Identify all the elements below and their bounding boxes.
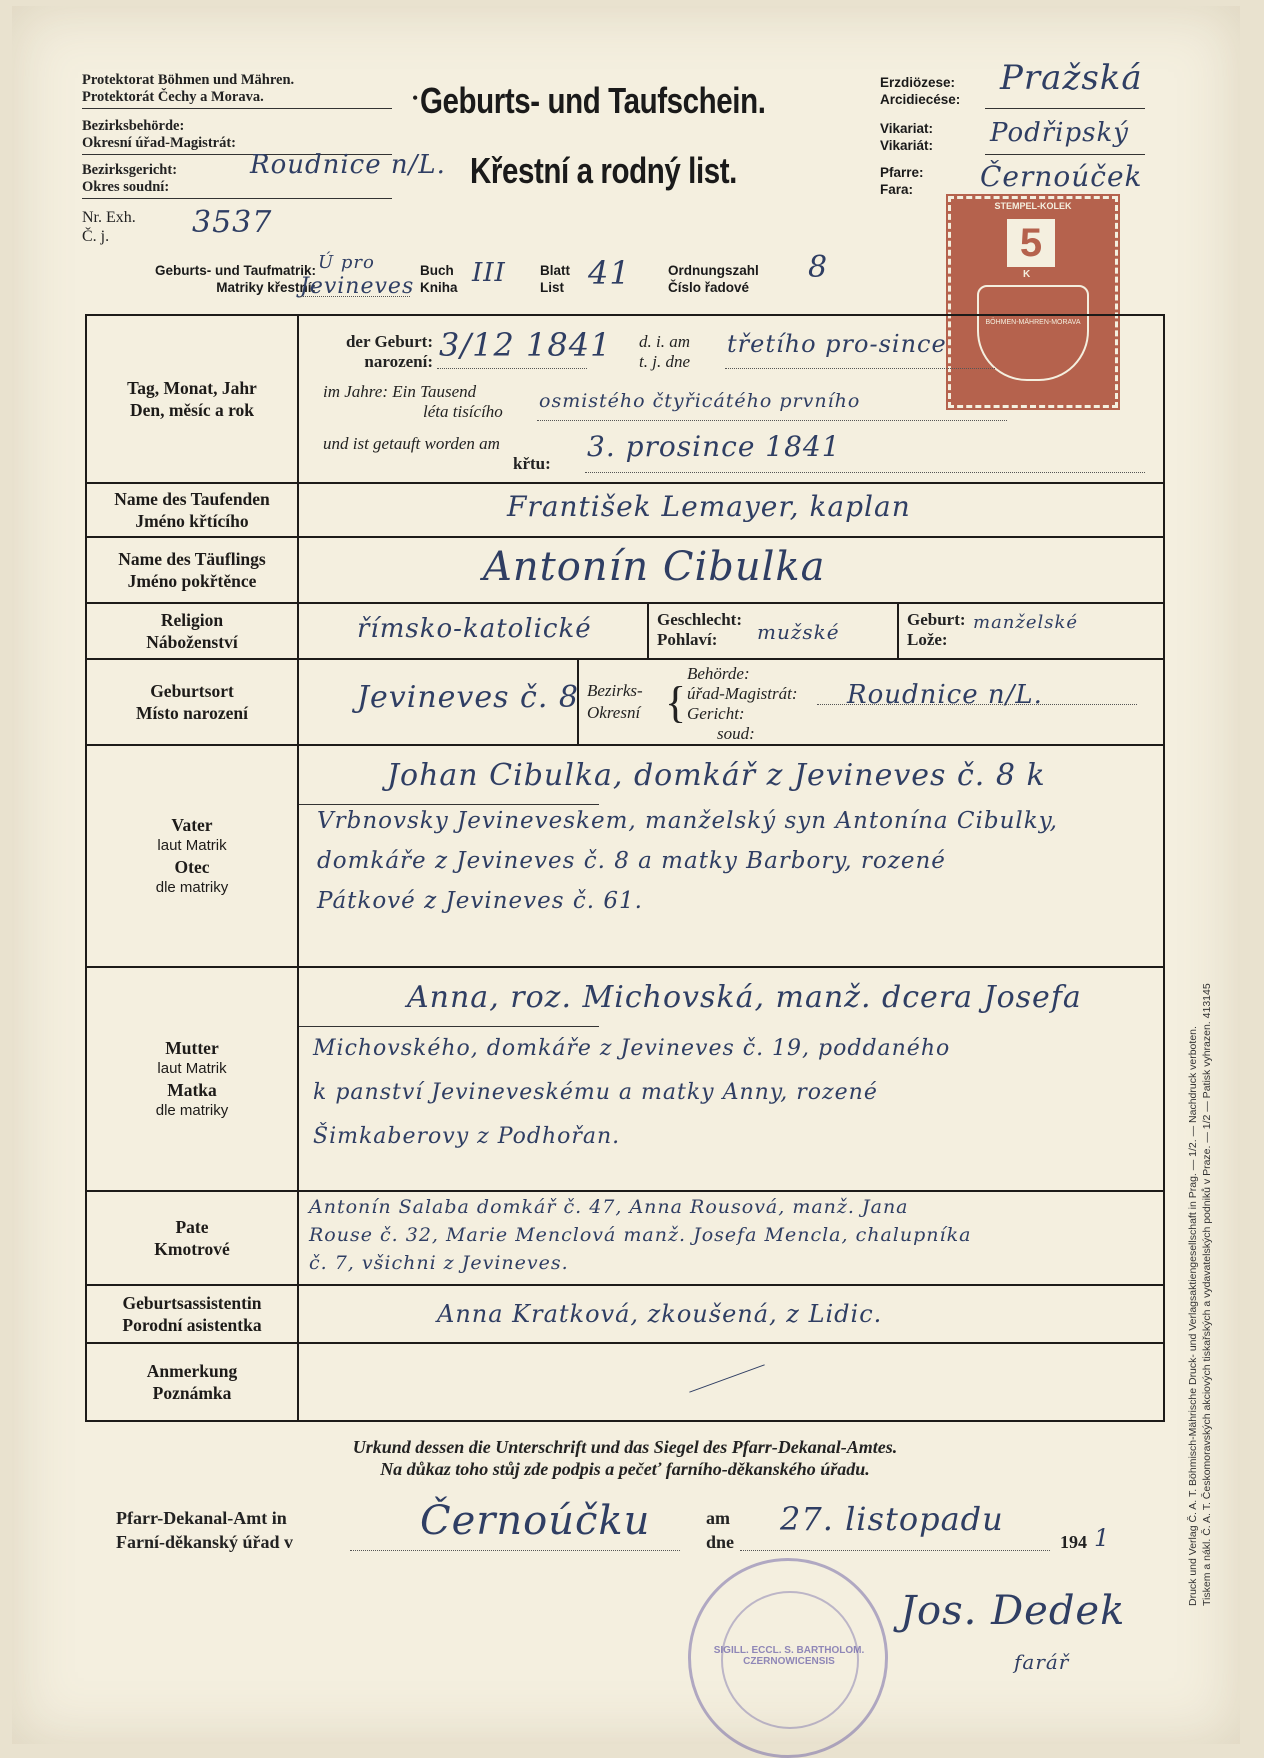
- book-value: III: [472, 258, 506, 288]
- religion-value: římsko-katolické: [357, 614, 592, 644]
- side-print-line1: Druck und Verlag Č. A. T. Böhmisch-Mährische Druck- und Verlagsaktiengesellschaft in Prag. — 1/2. — Nachdruck verboten.: [1187, 1026, 1199, 1606]
- nr-exh-de: Nr. Exh.: [82, 209, 136, 226]
- row-date: [87, 316, 1163, 484]
- footer-year-prefix: 194: [1060, 1532, 1087, 1552]
- protectorate-cz: Protektorát Čechy a Morava.: [82, 89, 264, 105]
- matrika-value: Jevineves: [300, 274, 415, 299]
- matrika-label: [106, 262, 316, 296]
- godparents-label-cz: Kmotrové: [154, 1239, 230, 1259]
- sex-value: mužské: [757, 620, 840, 644]
- nr-exh-value: 3537: [192, 205, 273, 240]
- mother-sub-de: laut Matrik: [157, 1060, 227, 1077]
- sex-de: Geschlecht:: [657, 610, 742, 629]
- attest-de: Urkund dessen die Unterschrift und das Siegel des Pfarr-Dekanal-Amtes.: [352, 1437, 898, 1457]
- mother-label-de: Mutter: [165, 1038, 219, 1058]
- bed-cz: Lože:: [907, 630, 948, 649]
- title-cz: Křestní a rodný list.: [470, 150, 737, 191]
- die-value: třetího pro-since: [727, 330, 947, 358]
- header-left: [82, 72, 294, 106]
- rule: [985, 154, 1145, 155]
- footer-date-value: 27. listopadu: [780, 1500, 1004, 1538]
- godparents-line-1: Antonín Salaba domkář č. 47, Anna Rousová, manž. Jana: [309, 1196, 909, 1218]
- matrika-value-top: Ú pro: [318, 252, 375, 273]
- birth-label: [323, 332, 433, 372]
- remark-label-cz: Poznámka: [152, 1383, 232, 1403]
- order-de: Ordnungszahl: [668, 263, 759, 278]
- father-line-1: Johan Cibulka, domkář z Jevineves č. 8 k: [387, 758, 1046, 793]
- year-value: osmistého čtyřicátého prvního: [539, 390, 861, 412]
- row-midwife: [87, 1286, 1163, 1344]
- footer-am-de: am: [706, 1508, 730, 1528]
- rule: [537, 420, 1007, 421]
- birth-de: der Geburt:: [345, 332, 433, 351]
- district-court-value: Roudnice n/L.: [250, 150, 446, 180]
- protectorate-de: Protektorat Böhmen und Mähren.: [82, 72, 295, 88]
- title-mark: •: [412, 88, 419, 108]
- sheet-cz: List: [540, 280, 565, 295]
- book-de: Buch: [420, 263, 454, 278]
- row-godparents: [87, 1192, 1163, 1286]
- parish-de: Pfarre:: [880, 165, 924, 180]
- district-cz: Okresní: [587, 703, 641, 722]
- footer-office-label: [116, 1506, 293, 1554]
- mother-sub-cz: dle matriky: [155, 1102, 229, 1119]
- nr-exh-cz: Č. j.: [82, 228, 110, 245]
- parish-value: Černoúček: [980, 160, 1143, 193]
- year-label: [323, 382, 503, 422]
- district-office-label: [82, 118, 236, 152]
- bed-value: manželské: [973, 612, 1079, 633]
- tax-stamp-value: 5: [1007, 219, 1055, 267]
- baptized-value: 3. prosince 1841: [587, 430, 841, 463]
- row-mother-label: [87, 968, 299, 1190]
- book-cz: Kniha: [420, 280, 458, 295]
- mother-line-4: Šimkaberovy z Podhořan.: [313, 1124, 621, 1149]
- side-print-line2: Tiskem a nákl. Č. A. T. Českomoravských akciových tiskařských a vydavatelských podniků v Praze. — 1/2 — Patisk vyhrazen. 413145: [1201, 983, 1213, 1606]
- matrika-cz: Matriky křestní:: [216, 280, 316, 295]
- sheet-de: Blatt: [540, 263, 570, 278]
- mother-line-3: k panství Jevineveskému a matky Anny, rozené: [313, 1080, 878, 1105]
- sheet-value: 41: [588, 254, 631, 292]
- rule: [82, 108, 392, 109]
- district-court-label: [82, 162, 177, 196]
- court-cz: soud:: [717, 724, 755, 743]
- archdiocese-value: Pražská: [1000, 58, 1143, 98]
- baptized-name-label-cz: Jméno pokřtěnce: [127, 571, 257, 591]
- bed-de: Geburt:: [907, 610, 966, 629]
- footer-place-value: Černoúčku: [420, 1498, 651, 1544]
- row-baptizer-label: [87, 484, 299, 536]
- row-baptizer: [87, 484, 1163, 538]
- birth-cz: narození:: [364, 352, 433, 371]
- district-office-de: Bezirksbehörde:: [82, 118, 185, 134]
- rule: [725, 368, 995, 369]
- godparents-label-de: Pate: [175, 1217, 209, 1237]
- godparents-line-3: č. 7, všichni z Jevineves.: [309, 1252, 569, 1274]
- rule: [82, 198, 392, 199]
- row-birthplace: [87, 660, 1163, 746]
- book-label: [420, 262, 458, 296]
- year-cz: léta tisícího: [423, 402, 503, 421]
- birthplace-label-cz: Místo narození: [136, 703, 248, 723]
- order-cz: Číslo řadové: [668, 280, 750, 295]
- vicariate-cz: Vikariát:: [880, 138, 934, 153]
- matrika-de: Geburts- und Taufmatrik:: [154, 263, 316, 278]
- bed-label: [907, 610, 966, 650]
- sheet-label: [540, 262, 570, 296]
- remark-dash: [689, 1364, 765, 1392]
- archdiocese-label: [880, 74, 960, 108]
- religion-label-de: Religion: [160, 610, 224, 630]
- mother-line-1: Anna, roz. Michovská, manž. dcera Josefa: [407, 980, 1082, 1015]
- tax-stamp-side: BÖHMEN-MÄHREN-MORAVA: [985, 319, 1081, 326]
- remark-label-de: Anmerkung: [146, 1361, 238, 1381]
- row-remark: [87, 1344, 1163, 1420]
- baptizer-label-de: Name des Taufenden: [114, 489, 270, 509]
- father-label-de: Vater: [171, 815, 213, 835]
- row-baptized-label: [87, 538, 299, 602]
- record-table: [85, 314, 1165, 1422]
- archdiocese-cz: Arcidiecése:: [880, 92, 961, 107]
- row-godparents-label: [87, 1192, 299, 1284]
- row-father: [87, 746, 1163, 968]
- birthplace-district-label: [587, 680, 643, 724]
- father-line-3: domkáře z Jevineves č. 8 a matky Barbory, rozené: [317, 848, 946, 874]
- midwife-value: Anna Kratková, zkoušená, z Lidic.: [437, 1300, 883, 1328]
- die-de: d. i. am: [639, 332, 690, 351]
- footer-office-cz: Farní-děkanský úřad v: [116, 1532, 294, 1552]
- baptized-name-label-de: Name des Täuflings: [118, 549, 266, 569]
- row-birthplace-label: [87, 660, 299, 744]
- rule: [585, 472, 1145, 473]
- attest-cz: Na důkaz toho stůj zde podpis a pečeť farního-děkanského úřadu.: [380, 1459, 870, 1479]
- date-label-cz: Den, měsíc a rok: [129, 400, 255, 420]
- row-midwife-label: [87, 1286, 299, 1342]
- baptizer-value: František Lemayer, kaplan: [507, 490, 911, 523]
- court-de: Gericht:: [687, 704, 745, 723]
- rule: [300, 296, 410, 297]
- father-sub-cz: dle matriky: [155, 879, 229, 896]
- rule: [740, 1550, 1050, 1551]
- die-label: [639, 332, 690, 372]
- midwife-label-de: Geburtsassistentin: [122, 1293, 262, 1313]
- baptized-label: [323, 434, 551, 474]
- nr-exh-label: [82, 208, 136, 246]
- birthplace-label-de: Geburtsort: [150, 681, 234, 701]
- rule: [350, 1550, 680, 1551]
- side-print: [1186, 486, 1214, 1606]
- baptized-de: und ist getauft worden am: [323, 434, 500, 453]
- year-de: im Jahre: Ein Tausend: [323, 382, 477, 401]
- order-label: [668, 262, 759, 296]
- signature-title: farář: [1014, 1650, 1070, 1674]
- district-office-cz: Okresní úřad-Magistrát:: [82, 135, 236, 151]
- district-de: Bezirks-: [587, 681, 643, 700]
- mother-label-cz: Matka: [167, 1080, 217, 1100]
- order-value: 8: [808, 250, 829, 285]
- rule: [437, 368, 587, 369]
- midwife-label-cz: Porodní asistentka: [122, 1315, 262, 1335]
- birth-value: 3/12 1841: [439, 326, 612, 364]
- vicariate-label: [880, 120, 933, 154]
- date-label-de: Tag, Monat, Jahr: [127, 378, 257, 398]
- attestation: [85, 1436, 1165, 1480]
- district-court-cz: Okres soudní:: [82, 179, 170, 195]
- row-baptized: [87, 538, 1163, 604]
- parish-cz: Fara:: [880, 182, 914, 197]
- vicariate-de: Vikariat:: [880, 121, 934, 136]
- office-cz: úřad-Magistrát:: [687, 684, 798, 703]
- row-religion: [87, 604, 1163, 660]
- baptizer-label-cz: Jméno křtícího: [135, 511, 249, 531]
- father-line-4: Pátkové z Jevineves č. 61.: [317, 888, 643, 914]
- divider: [577, 660, 579, 744]
- parish-seal: [688, 1558, 888, 1758]
- vicariate-value: Podřipský: [990, 118, 1129, 148]
- row-religion-label: [87, 604, 299, 658]
- father-line-2: Vrbnovsky Jevineveskem, manželský syn Antonína Cibulky,: [317, 808, 1058, 834]
- birthplace-value: Jevineves č. 8: [357, 680, 579, 715]
- row-mother: [87, 968, 1163, 1192]
- footer-year-value: 1: [1094, 1524, 1111, 1552]
- footer-date-label: [706, 1506, 734, 1554]
- rule: [817, 704, 1137, 705]
- brace-icon: {: [665, 678, 687, 727]
- office-value: Roudnice n/L.: [847, 680, 1043, 710]
- footer-am-cz: dne: [706, 1532, 735, 1552]
- religion-label-cz: Náboženství: [146, 632, 238, 652]
- baptized-cz: křtu:: [513, 454, 551, 473]
- row-remark-label: [87, 1344, 299, 1420]
- title-de: Geburts- und Taufschein.: [420, 80, 766, 121]
- archdiocese-de: Erzdiözese:: [880, 75, 956, 90]
- seal-text: SIGILL. ECCL. S. BARTHOLOM. CZERNOWICENSIS: [713, 1645, 865, 1667]
- office-de: Behörde:: [687, 664, 750, 683]
- rule: [299, 1026, 599, 1027]
- die-cz: t. j. dne: [639, 352, 690, 371]
- rule: [299, 804, 599, 805]
- divider: [647, 604, 649, 658]
- rule: [985, 108, 1145, 109]
- footer-office-de: Pfarr-Dekanal-Amt in: [116, 1508, 287, 1528]
- sex-label: [657, 610, 742, 650]
- divider: [897, 604, 899, 658]
- parish-label: [880, 164, 924, 198]
- mother-line-2: Michovského, domkáře z Jevineves č. 19, poddaného: [313, 1036, 951, 1061]
- row-father-label: [87, 746, 299, 966]
- sex-cz: Pohlaví:: [657, 630, 718, 649]
- district-court-de: Bezirksgericht:: [82, 162, 178, 178]
- row-date-label: [87, 316, 299, 482]
- tax-stamp-top: STEMPEL-KOLEK: [994, 201, 1072, 211]
- father-sub-de: laut Matrik: [157, 837, 227, 854]
- father-label-cz: Otec: [174, 857, 210, 877]
- godparents-line-2: Rouse č. 32, Marie Menclová manž. Josefa Mencla, chalupníka: [309, 1224, 972, 1246]
- birthplace-office-label: [687, 664, 798, 744]
- tax-stamp-currency: K: [1023, 269, 1031, 280]
- signature: Jos. Dedek: [900, 1588, 1126, 1634]
- baptized-name-value: Antonín Cibulka: [483, 544, 826, 590]
